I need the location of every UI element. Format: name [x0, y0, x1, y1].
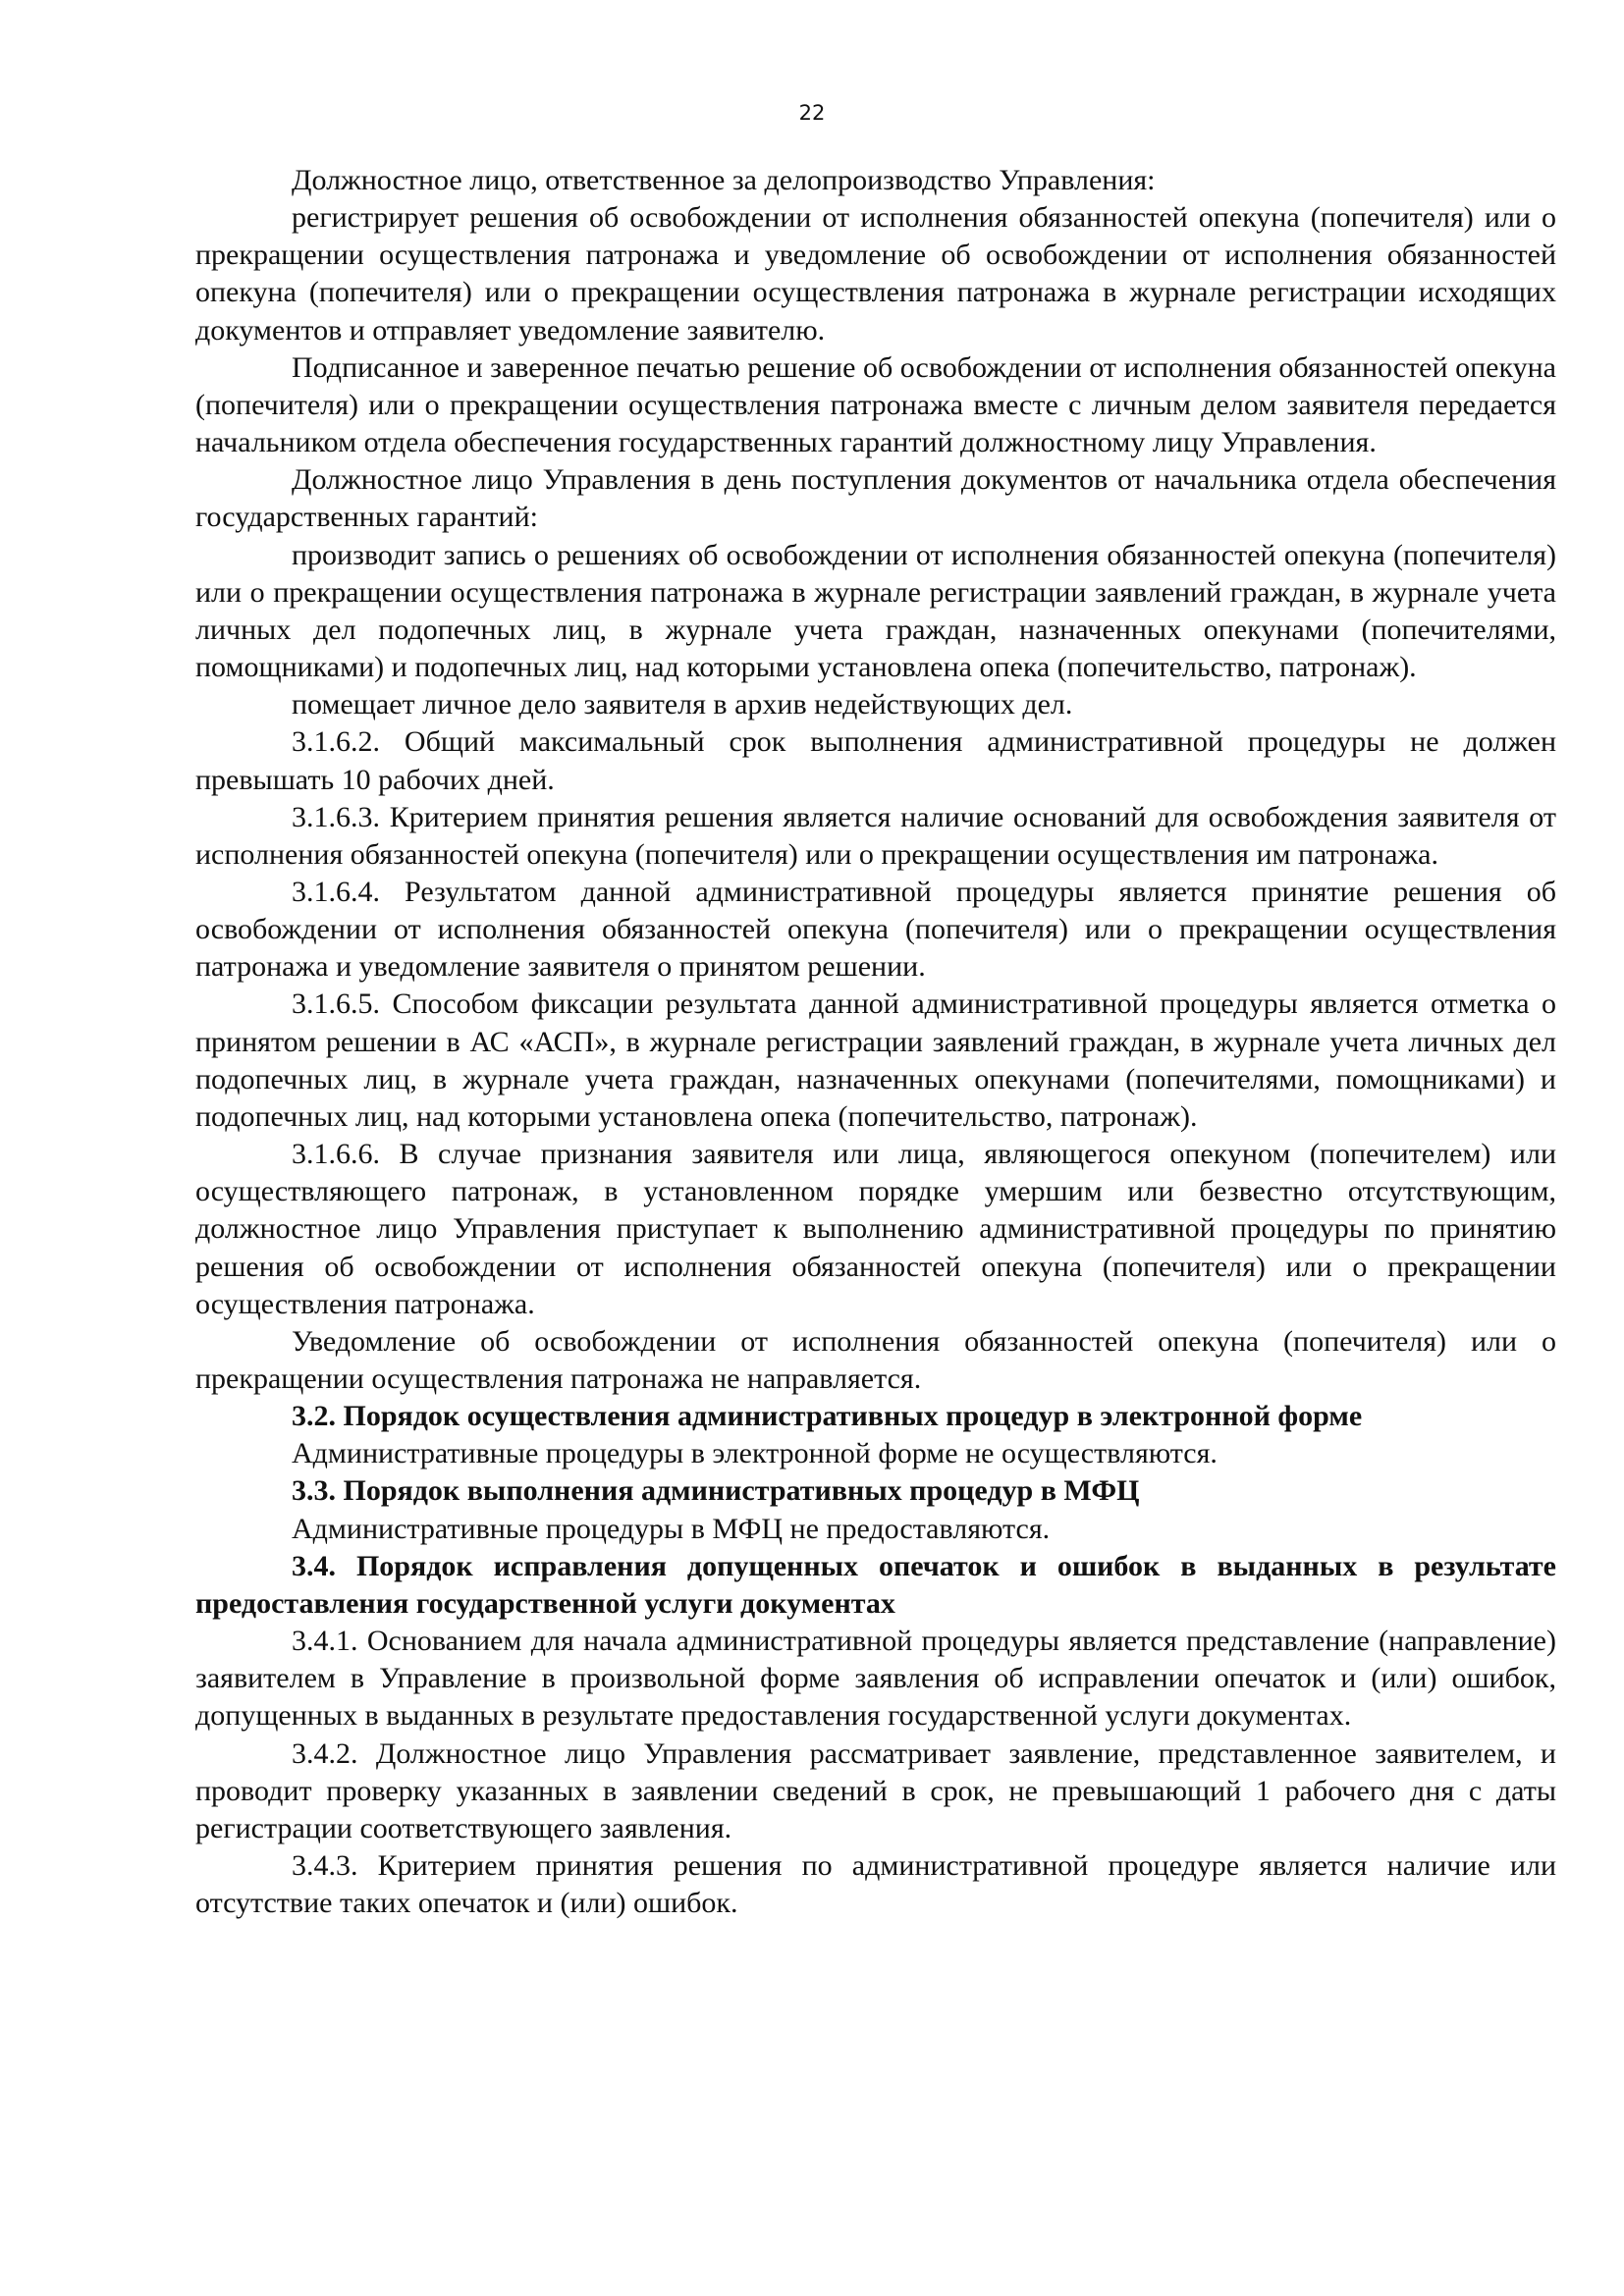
paragraph: Подписанное и заверенное печатью решение об освобождении от исполнения обязанностей опекуна (попечителя) или о прекращении осуществления патронажа вместе с личным делом заявителя передается начальником отдела обеспечения государственных гарантий должностному лицу Управления.	[195, 350, 1556, 459]
paragraph: Административные процедуры в электронной форме не осуществляются.	[292, 1437, 1218, 1470]
paragraph: Должностное лицо Управления в день поступления документов от начальника отдела обеспечения государственных гарантий:	[195, 463, 1556, 534]
section-heading: 3.4. Порядок исправления допущенных опечаток и ошибок в выданных в результате предоставления государственной услуги документах	[195, 1549, 1556, 1620]
paragraph: регистрирует решения об освобождении от исполнения обязанностей опекуна (попечителя) или о прекращении осуществления патронажа и уведомление об освобождении от исполнения обязанностей опекуна (попечителя) или о прекращении осуществления патронажа в журнале регистрации исходящих документов и отправляет уведомление заявителю.	[195, 201, 1556, 347]
paragraph: 3.4.2. Должностное лицо Управления рассматривает заявление, представленное заявителем, и проводит проверку указанных в заявлении сведений в срок, не превышающий 1 рабочего дня с даты регистрации соответствующего заявления.	[195, 1736, 1556, 1844]
section-heading: 3.3. Порядок выполнения административных процедур в МФЦ	[292, 1474, 1140, 1508]
paragraph: 3.1.6.3. Критерием принятия решения является наличие оснований для освобождения заявителя от исполнения обязанностей опекуна (попечителя) или о прекращении осуществления им патронажа.	[195, 800, 1556, 871]
paragraph: производит запись о решениях об освобождении от исполнения обязанностей опекуна (попечителя) или о прекращении осуществления патронажа в журнале регистрации заявлений граждан, в журнале учета личных дел подопечных лиц, в журнале учета граждан, назначенных опекунами (попечителями, помощниками) и подопечных лиц, над которыми установлена опека (попечительство, патронаж).	[195, 538, 1556, 684]
paragraph: 3.1.6.6. В случае признания заявителя или лица, являющегося опекуном (попечителем) или осуществляющего патронаж, в установленном порядке умершим или безвестно отсутствующим, должностное лицо Управления приступает к выполнению административной процедуры по принятию решения об освобождении от исполнения обязанностей опекуна (попечителя) или о прекращении осуществления патронажа.	[195, 1138, 1556, 1320]
page-number: 22	[798, 101, 826, 125]
document-body	[195, 162, 1556, 1922]
paragraph: 3.4.3. Критерием принятия решения по административной процедуре является наличие или отсутствие таких опечаток и (или) ошибок.	[195, 1849, 1556, 1920]
paragraph: 3.4.1. Основанием для начала административной процедуры является представление (направление) заявителем в Управление в произвольной форме заявления об исправлении опечаток и (или) ошибок, допущенных в выданных в результате предоставления государственной услуги документах.	[195, 1625, 1556, 1733]
paragraph: 3.1.6.4. Результатом данной административной процедуры является принятие решения об освобождении от исполнения обязанностей опекуна (попечителя) или о прекращении осуществления патронажа и уведомление заявителя о принятом решении.	[195, 875, 1556, 984]
paragraph: Уведомление об освобождении от исполнения обязанностей опекуна (попечителя) или о прекращении осуществления патронажа не направляется.	[195, 1324, 1556, 1395]
paragraph: Должностное лицо, ответственное за делопроизводство Управления:	[292, 164, 1156, 196]
paragraph: 3.1.6.2. Общий максимальный срок выполнения административной процедуры не должен превышать 10 рабочих дней.	[195, 725, 1556, 796]
paragraph: Административные процедуры в МФЦ не предоставляются.	[292, 1512, 1051, 1545]
section-heading: 3.2. Порядок осуществления административных процедур в электронной форме	[292, 1400, 1363, 1433]
paragraph: помещает личное дело заявителя в архив недействующих дел.	[292, 688, 1073, 721]
paragraph: 3.1.6.5. Способом фиксации результата данной административной процедуры является отметка о принятом решении в АС «АСП», в журнале регистрации заявлений граждан, в журнале учета личных дел подопечных лиц, в журнале учета граждан, назначенных опекунами (попечителями, помощниками) и подопечных лиц, над которыми установлена опека (попечительство, патронаж).	[195, 988, 1556, 1133]
